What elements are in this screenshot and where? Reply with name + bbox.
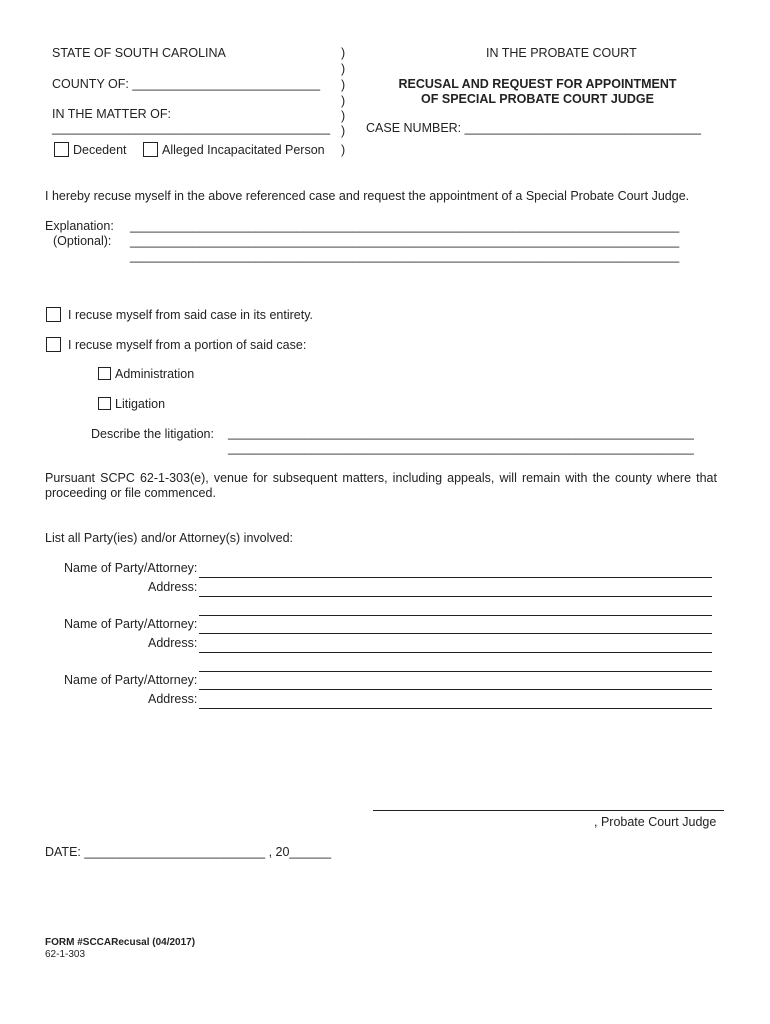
caption-divider: ) <box>341 109 346 123</box>
party-name-label: Name of Party/Attorney: <box>64 673 198 687</box>
party-address-line[interactable] <box>199 708 712 709</box>
decedent-label: Decedent <box>73 143 127 157</box>
party-address-line[interactable] <box>199 652 712 653</box>
explanation-line-1[interactable]: _______________________________________________________________________________ <box>130 219 680 233</box>
matter-label: IN THE MATTER OF: <box>52 107 171 121</box>
form-id: FORM #SCCARecusal (04/2017) <box>45 937 196 948</box>
party-name-line[interactable] <box>199 633 712 634</box>
party-address-line[interactable] <box>199 615 712 616</box>
recuse-entire-label: I recuse myself from said case in its entirety. <box>68 308 313 322</box>
caption-divider: ) <box>341 62 346 76</box>
party-address-label: Address: <box>148 580 198 594</box>
case-number-field[interactable]: CASE NUMBER: __________________________________ <box>366 121 701 135</box>
parties-heading: List all Party(ies) and/or Attorney(s) involved: <box>45 531 294 545</box>
statute-reference: 62-1-303 <box>45 949 86 960</box>
judge-signature-label: , Probate Court Judge <box>594 815 717 829</box>
party-address-label: Address: <box>148 636 198 650</box>
county-field[interactable]: COUNTY OF: ___________________________ <box>52 77 321 91</box>
party-address-line[interactable] <box>199 671 712 672</box>
optional-label: (Optional): <box>53 234 112 248</box>
form-title-line2: OF SPECIAL PROBATE COURT JUDGE <box>421 92 654 106</box>
explanation-label: Explanation: <box>45 219 114 233</box>
caption-divider: ) <box>341 78 346 92</box>
decedent-checkbox[interactable] <box>54 142 69 157</box>
judge-signature-line[interactable] <box>373 810 724 811</box>
caption-divider: ) <box>341 94 346 108</box>
party-address-label: Address: <box>148 692 198 706</box>
caption-divider: ) <box>341 143 346 157</box>
date-field[interactable]: DATE: __________________________ , 20______ <box>45 845 332 859</box>
recuse-entire-checkbox[interactable] <box>46 307 61 322</box>
court-name: IN THE PROBATE COURT <box>486 46 637 60</box>
caption-divider: ) <box>341 46 346 60</box>
litigation-checkbox[interactable] <box>98 397 111 410</box>
party-name-label: Name of Party/Attorney: <box>64 617 198 631</box>
incapacitated-checkbox[interactable] <box>143 142 158 157</box>
party-name-label: Name of Party/Attorney: <box>64 561 198 575</box>
state-label: STATE OF SOUTH CAROLINA <box>52 46 226 60</box>
describe-litigation-label: Describe the litigation: <box>91 427 214 441</box>
party-name-line[interactable] <box>199 689 712 690</box>
party-name-line[interactable] <box>199 577 712 578</box>
caption-divider: ) <box>341 124 346 138</box>
venue-paragraph: Pursuant SCPC 62-1-303(e), venue for subsequent matters, including appeals, will remain with the county where that proceeding or file commenced. <box>45 471 717 500</box>
form-title-line1: RECUSAL AND REQUEST FOR APPOINTMENT <box>398 77 677 91</box>
matter-field[interactable]: ________________________________________ <box>52 121 331 135</box>
litigation-label: Litigation <box>115 397 166 411</box>
describe-litigation-line-2[interactable]: ___________________________________________________________________ <box>228 441 694 455</box>
administration-label: Administration <box>115 367 195 381</box>
party-address-line[interactable] <box>199 596 712 597</box>
incapacitated-label: Alleged Incapacitated Person <box>162 143 325 157</box>
describe-litigation-line-1[interactable]: ___________________________________________________________________ <box>228 426 694 440</box>
recuse-portion-checkbox[interactable] <box>46 337 61 352</box>
explanation-line-2[interactable]: _______________________________________________________________________________ <box>130 234 680 248</box>
recusal-statement: I hereby recuse myself in the above referenced case and request the appointment of a Special Probate Court Judge. <box>45 189 690 203</box>
administration-checkbox[interactable] <box>98 367 111 380</box>
recuse-portion-label: I recuse myself from a portion of said case: <box>68 338 307 352</box>
explanation-line-3[interactable]: _______________________________________________________________________________ <box>130 249 680 263</box>
